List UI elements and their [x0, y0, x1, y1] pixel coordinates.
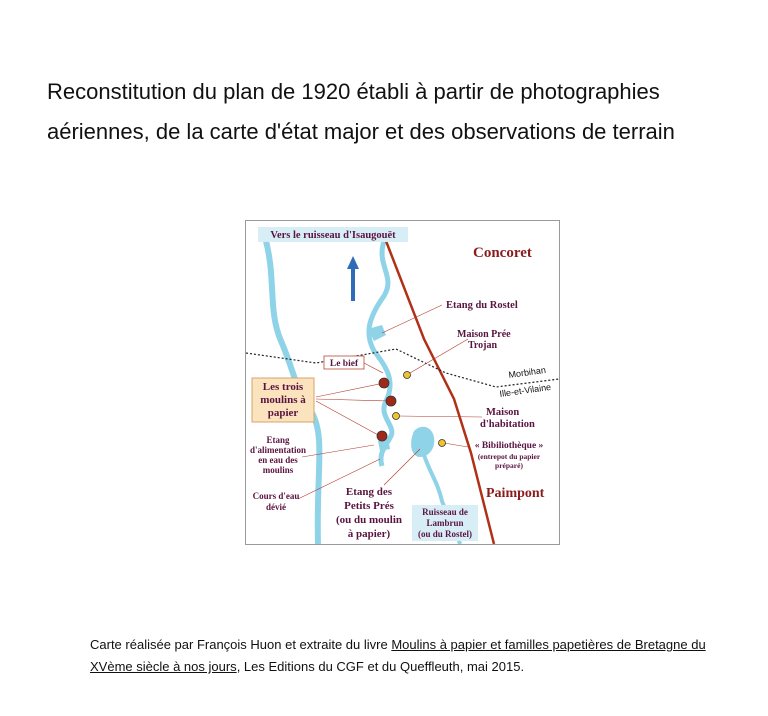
- ruisseau-lambrun-label-3: (ou du Rostel): [417, 529, 473, 539]
- trois-moulins-label-3: papier: [267, 407, 299, 419]
- map-caption: [90, 634, 710, 678]
- cours-eau-label-2: dévié: [266, 502, 286, 512]
- mill-2: [386, 396, 396, 406]
- ruisseau-lambrun-label-1: Ruisseau de: [422, 507, 468, 517]
- morbihan-label: Morbihan: [507, 364, 547, 380]
- ruisseau-lambrun-label-2: Lambrun: [426, 518, 464, 528]
- map: [245, 220, 560, 545]
- cours-eau-label-1: Cours d'eau: [252, 491, 300, 501]
- paimpont-label: Paimpont: [486, 486, 545, 501]
- bibliotheque-label-3: préparé): [495, 461, 523, 470]
- vers-ruisseau-label: Vers le ruisseau d'Isaugouët: [270, 230, 396, 241]
- petits-pres-label-3: (ou du moulin: [335, 514, 403, 526]
- maison-habitation-label-2: d'habitation: [480, 419, 535, 430]
- heading-line-2: aériennes, de la carte d'état major et des observations de terrain: [47, 119, 675, 144]
- etang-alimentation-label-1: Etang: [266, 435, 290, 445]
- etang-petits-pres: [411, 427, 434, 457]
- ille-et-vilaine-label: Ille-et-Vilaine: [498, 381, 552, 399]
- etang-alimentation-label-2: d'alimentation: [249, 445, 307, 455]
- etang-rostel-label: Etang du Rostel: [446, 300, 518, 311]
- petits-pres-label-2: Petits Prés: [344, 500, 394, 512]
- bibliotheque-marker: [439, 440, 446, 447]
- mill-1: [379, 378, 389, 388]
- caption-suffix: , Les Editions du CGF et du Queffleuth, mai 2015.: [236, 659, 525, 674]
- maison-pree-marker: [404, 372, 411, 379]
- bibliotheque-label-1: « Bibiliothèque »: [474, 441, 544, 451]
- etang-alimentation-label-3: en eau des: [258, 455, 298, 465]
- caption-prefix: Carte réalisée par François Huon et extraite du livre: [90, 637, 392, 652]
- etang-alimentation-label-4: moulins: [262, 465, 294, 475]
- trois-moulins-label-2: moulins à: [260, 394, 306, 406]
- north-arrow: [347, 256, 359, 301]
- heading-line-1: Reconstitution du plan de 1920 établi à partir de photographies: [47, 79, 660, 104]
- maison-pree-label-2: Trojan: [468, 340, 498, 351]
- petits-pres-label-1: Etang des: [345, 486, 393, 498]
- bibliotheque-label-2: (entrepot du papier: [477, 452, 541, 461]
- concoret-label: Concoret: [473, 245, 532, 261]
- maison-pree-label-1: Maison Prée: [457, 329, 511, 340]
- page-heading: [47, 72, 747, 152]
- maison-habitation-label-1: Maison: [486, 407, 520, 418]
- trois-moulins-label-1: Les trois: [262, 381, 304, 393]
- petits-pres-label-4: à papier): [347, 528, 391, 540]
- mill-3: [377, 431, 387, 441]
- le-bief-label: Le bief: [329, 359, 359, 369]
- maison-habitation-marker: [393, 413, 400, 420]
- book-link[interactable]: Moulins à papier et familles papetières de Bretagne du XVème siècle à nos jours: [90, 637, 706, 674]
